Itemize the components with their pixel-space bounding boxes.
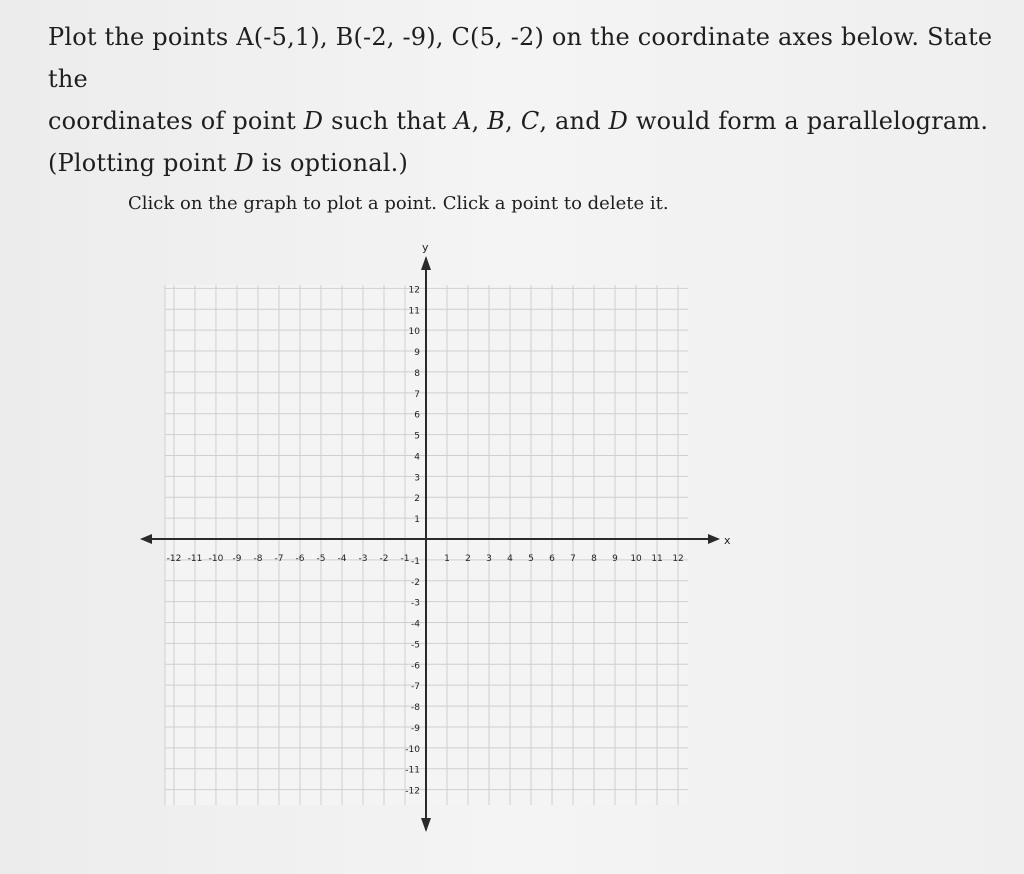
y-tick-label: 7 <box>414 389 420 400</box>
y-tick-label: -8 <box>411 703 420 714</box>
y-tick-label: 12 <box>408 285 420 296</box>
question-text <box>48 16 1013 184</box>
y-tick-label: -11 <box>405 765 420 776</box>
x-tick-label: -5 <box>316 554 326 564</box>
x-tick-label: 3 <box>486 554 492 564</box>
y-tick-label: 2 <box>414 494 420 505</box>
y-tick-label: 9 <box>414 348 420 359</box>
x-tick-label: -3 <box>358 554 368 564</box>
x-tick-label: -12 <box>166 554 182 564</box>
x-axis-left-arrow <box>140 534 152 544</box>
y-tick-label: -1 <box>411 556 420 567</box>
question-line-2-and: , and <box>539 107 609 135</box>
question-line-1 <box>48 16 1013 100</box>
y-tick-label: -10 <box>405 744 420 755</box>
x-tick-label: -7 <box>274 554 284 564</box>
y-tick-label: 1 <box>414 515 420 526</box>
question-line-3-end: is optional.) <box>253 149 409 177</box>
question-line-2 <box>48 100 1013 142</box>
x-tick-label: 10 <box>630 554 642 564</box>
x-tick-label: 6 <box>549 554 555 564</box>
x-tick-label: 4 <box>507 554 513 564</box>
x-tick-label: 11 <box>651 554 663 564</box>
coordinate-plane[interactable] <box>140 240 760 840</box>
question-line-3 <box>48 142 1013 184</box>
x-tick-label: -8 <box>253 554 263 564</box>
variable-d: D <box>608 107 629 135</box>
variable-a: A <box>454 107 472 135</box>
variable-d: D <box>303 107 324 135</box>
y-tick-label: -9 <box>411 723 420 734</box>
x-tick-label: -1 <box>400 554 410 564</box>
y-axis-up-arrow <box>421 256 431 270</box>
y-tick-label: -3 <box>411 598 420 609</box>
question-line-2-mid: such that <box>323 107 455 135</box>
y-tick-label: 8 <box>414 368 420 379</box>
x-tick-label: -9 <box>232 554 242 564</box>
variable-b: B <box>487 107 506 135</box>
y-tick-label: -4 <box>411 619 420 630</box>
y-axis-down-arrow <box>421 818 431 832</box>
x-tick-label: -10 <box>208 554 224 564</box>
y-axis-label: y <box>422 241 429 254</box>
x-tick-label: -4 <box>337 554 347 564</box>
x-tick-label: 8 <box>591 554 597 564</box>
x-axis-label: x <box>724 534 731 547</box>
y-tick-label: -7 <box>411 682 420 693</box>
separator: , <box>505 107 521 135</box>
y-tick-label: 4 <box>414 452 420 463</box>
x-tick-label: 7 <box>570 554 576 564</box>
x-tick-label: 9 <box>612 554 618 564</box>
y-tick-label: 10 <box>408 327 420 338</box>
separator: , <box>471 107 488 135</box>
question-line-1-text: Plot the points A(-5,1), B(-2, -9), C(5, -2) on the coordinate axes below. State the <box>48 23 993 93</box>
y-tick-label: 3 <box>414 473 420 484</box>
x-tick-label: 5 <box>528 554 534 564</box>
y-tick-label: 6 <box>414 410 420 421</box>
y-tick-label: -5 <box>411 640 420 651</box>
x-tick-label: -11 <box>187 554 203 564</box>
question-line-2-end: would form a parallelogram. <box>628 107 989 135</box>
y-tick-label: -6 <box>411 661 420 672</box>
x-tick-label: 12 <box>672 554 684 564</box>
variable-d: D <box>234 149 254 177</box>
y-tick-label: -12 <box>405 786 420 797</box>
y-tick-label: 11 <box>408 306 420 317</box>
x-tick-label: -6 <box>295 554 305 564</box>
graph-instruction: Click on the graph to plot a point. Click a point to delete it. <box>128 193 669 214</box>
y-tick-label: 5 <box>414 431 420 442</box>
variable-c: C <box>520 107 540 135</box>
x-tick-label: 1 <box>444 554 450 564</box>
x-axis-right-arrow <box>708 534 720 544</box>
question-line-2-start: coordinates of point <box>48 107 304 135</box>
question-line-3-start: (Plotting point <box>48 149 235 177</box>
x-tick-label: -2 <box>379 554 389 564</box>
x-tick-label: 2 <box>465 554 471 564</box>
y-tick-label: -2 <box>411 577 420 588</box>
